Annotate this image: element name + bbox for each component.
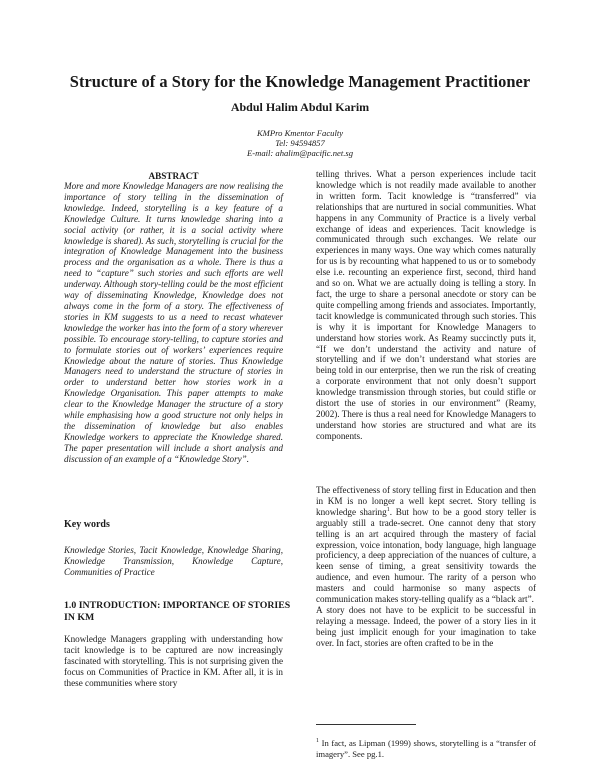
intro-paragraph-1: Knowledge Managers grappling with understanding how tacit knowledge is to be captured are now increasingly fascinated with storytelling. This is not surprising given the focus on Communities of Practice in KM. After all, it is in these communities where story xyxy=(64,634,283,688)
footnote-ref: 1 xyxy=(386,506,390,513)
affiliation-email: E-mail: ahalim@pacific.net.sg xyxy=(247,148,353,158)
intro-paragraph-4: A story does not have to be explicit to be successful in relaying a message. Indeed, the power of a story lies in it being just implicit enough for your imagination to take over. In fact, stories are often crafted to be in the xyxy=(316,604,536,648)
author-name: Abdul Halim Abdul Karim xyxy=(230,100,370,114)
section-heading: 1.0 INTRODUCTION: IMPORTANCE OF STORIES IN KM xyxy=(64,600,291,623)
para3-text-a: The effectiveness of story telling first in Education and then in KM is no longer a well kept secret. Story telling is knowledge sharing xyxy=(316,485,536,517)
intro-body xyxy=(64,634,283,689)
abstract-text: More and more Knowledge Managers are now realising the importance of story telling in the dissemination of knowledge. Indeed, storytelling is a key feature of a Knowledge Culture. It turns knowledge sharing into a social activity (or rather, it is a social activity where knowledge is shared). As such, storytelling is crucial for the integration of Knowledge Management into the business process and the organisation as a whole. There is thus a need to “capture” such stories and such efforts are well underway. Although story-telling could be the most efficient way of disseminating Knowledge, Knowledge does not always come in the form of a story. The effectiveness of stories in KM suggests to us a need to recast whatever knowledge the worker has into the form of a story wherever possible. To encourage story-telling, to capture stories and to formulate stories out of workers’ experiences require Knowledge about the nature of stories. Thus Knowledge Managers need to understand the structure of stories in order to understand better how stories work in a Knowledge Organisation. This paper attempts to make clear to the Knowledge Manager the structure of a story while emphasising how a good structure not only helps in the dissemination of knowledge but also enables Knowledge workers to appreciate the Knowledge shared. The paper presentation will include a short analysis and discussion of an example of a “Knowledge Story”. xyxy=(64,181,283,464)
intro-paragraph-2: telling thrives. What a person experiences include tacit knowledge which is not readily made available to another in written form. Tacit knowledge is “transferred” via relationships that are nurtured in social communities. What happens in any Community of Practice is a lively verbal exchange of ideas and experiences. Tacit knowledge is communicated through such exchanges. We relate our experiences in many ways. One way which comes naturally for us is by recounting what happened to us or to somebody else i.e. recounting an experience first, second, third hand and so on. What we are actually doing is telling a story. In fact, the urge to share a personal anecdote or story can be quite compelling among friends and associates. Importantly, tacit knowledge is communicated through such stories. This is why it is important for Knowledge Managers to understand how stories work. As Reamy succinctly puts it, “If we don’t understand the activity and nature of storytelling and if we don’t understand what stories are being told in our enterprise, then we run the risk of creating a corporate environment that not only doesn’t support knowledge transmission through stories, but could stifle or distort the use of stories in our environment” (Reamy, 2002). There is thus a real need for Knowledge Managers to understand how stories are structured and what are its components. xyxy=(316,169,536,441)
footnote-text: In fact, as Lipman (1999) shows, storytelling is a “transfer of imagery”. See pg.1. xyxy=(316,738,536,759)
keywords-body xyxy=(64,545,283,578)
abstract-body xyxy=(64,181,283,465)
footnote-divider xyxy=(316,724,416,725)
affiliation-line: KMPro Kmentor Faculty xyxy=(256,128,344,138)
right-column-top xyxy=(316,169,536,442)
right-column-bottom xyxy=(316,485,536,649)
keywords-heading: Key words xyxy=(64,519,110,530)
abstract-heading: ABSTRACT xyxy=(148,171,199,181)
para3-text-b: . But how to be a good story teller is arguably still a trade-secret. One cannot deny that story telling is an art acquired through the mastery of facial expression, voice intonation, body language, high language proficiency, a deep appreciation of the nuances of culture, a keen sense of timing, a great sensitivity towards the audience, and even humour. The rarity of a person who masters and could harmonise so many aspects of communication makes story-telling qualify as a “black art”. xyxy=(316,506,536,605)
affiliation-phone: Tel: 94594857 xyxy=(275,138,325,148)
intro-paragraph-3 xyxy=(316,485,536,605)
footnote xyxy=(316,738,536,759)
keywords-text: Knowledge Stories, Tacit Knowledge, Knowledge Sharing, Knowledge Transmission, Knowledge Capture, Communities of Practice xyxy=(64,545,283,577)
paper-title: Structure of a Story for the Knowledge Management Practitioner xyxy=(69,72,531,91)
footnote-mark: 1 xyxy=(316,738,319,745)
